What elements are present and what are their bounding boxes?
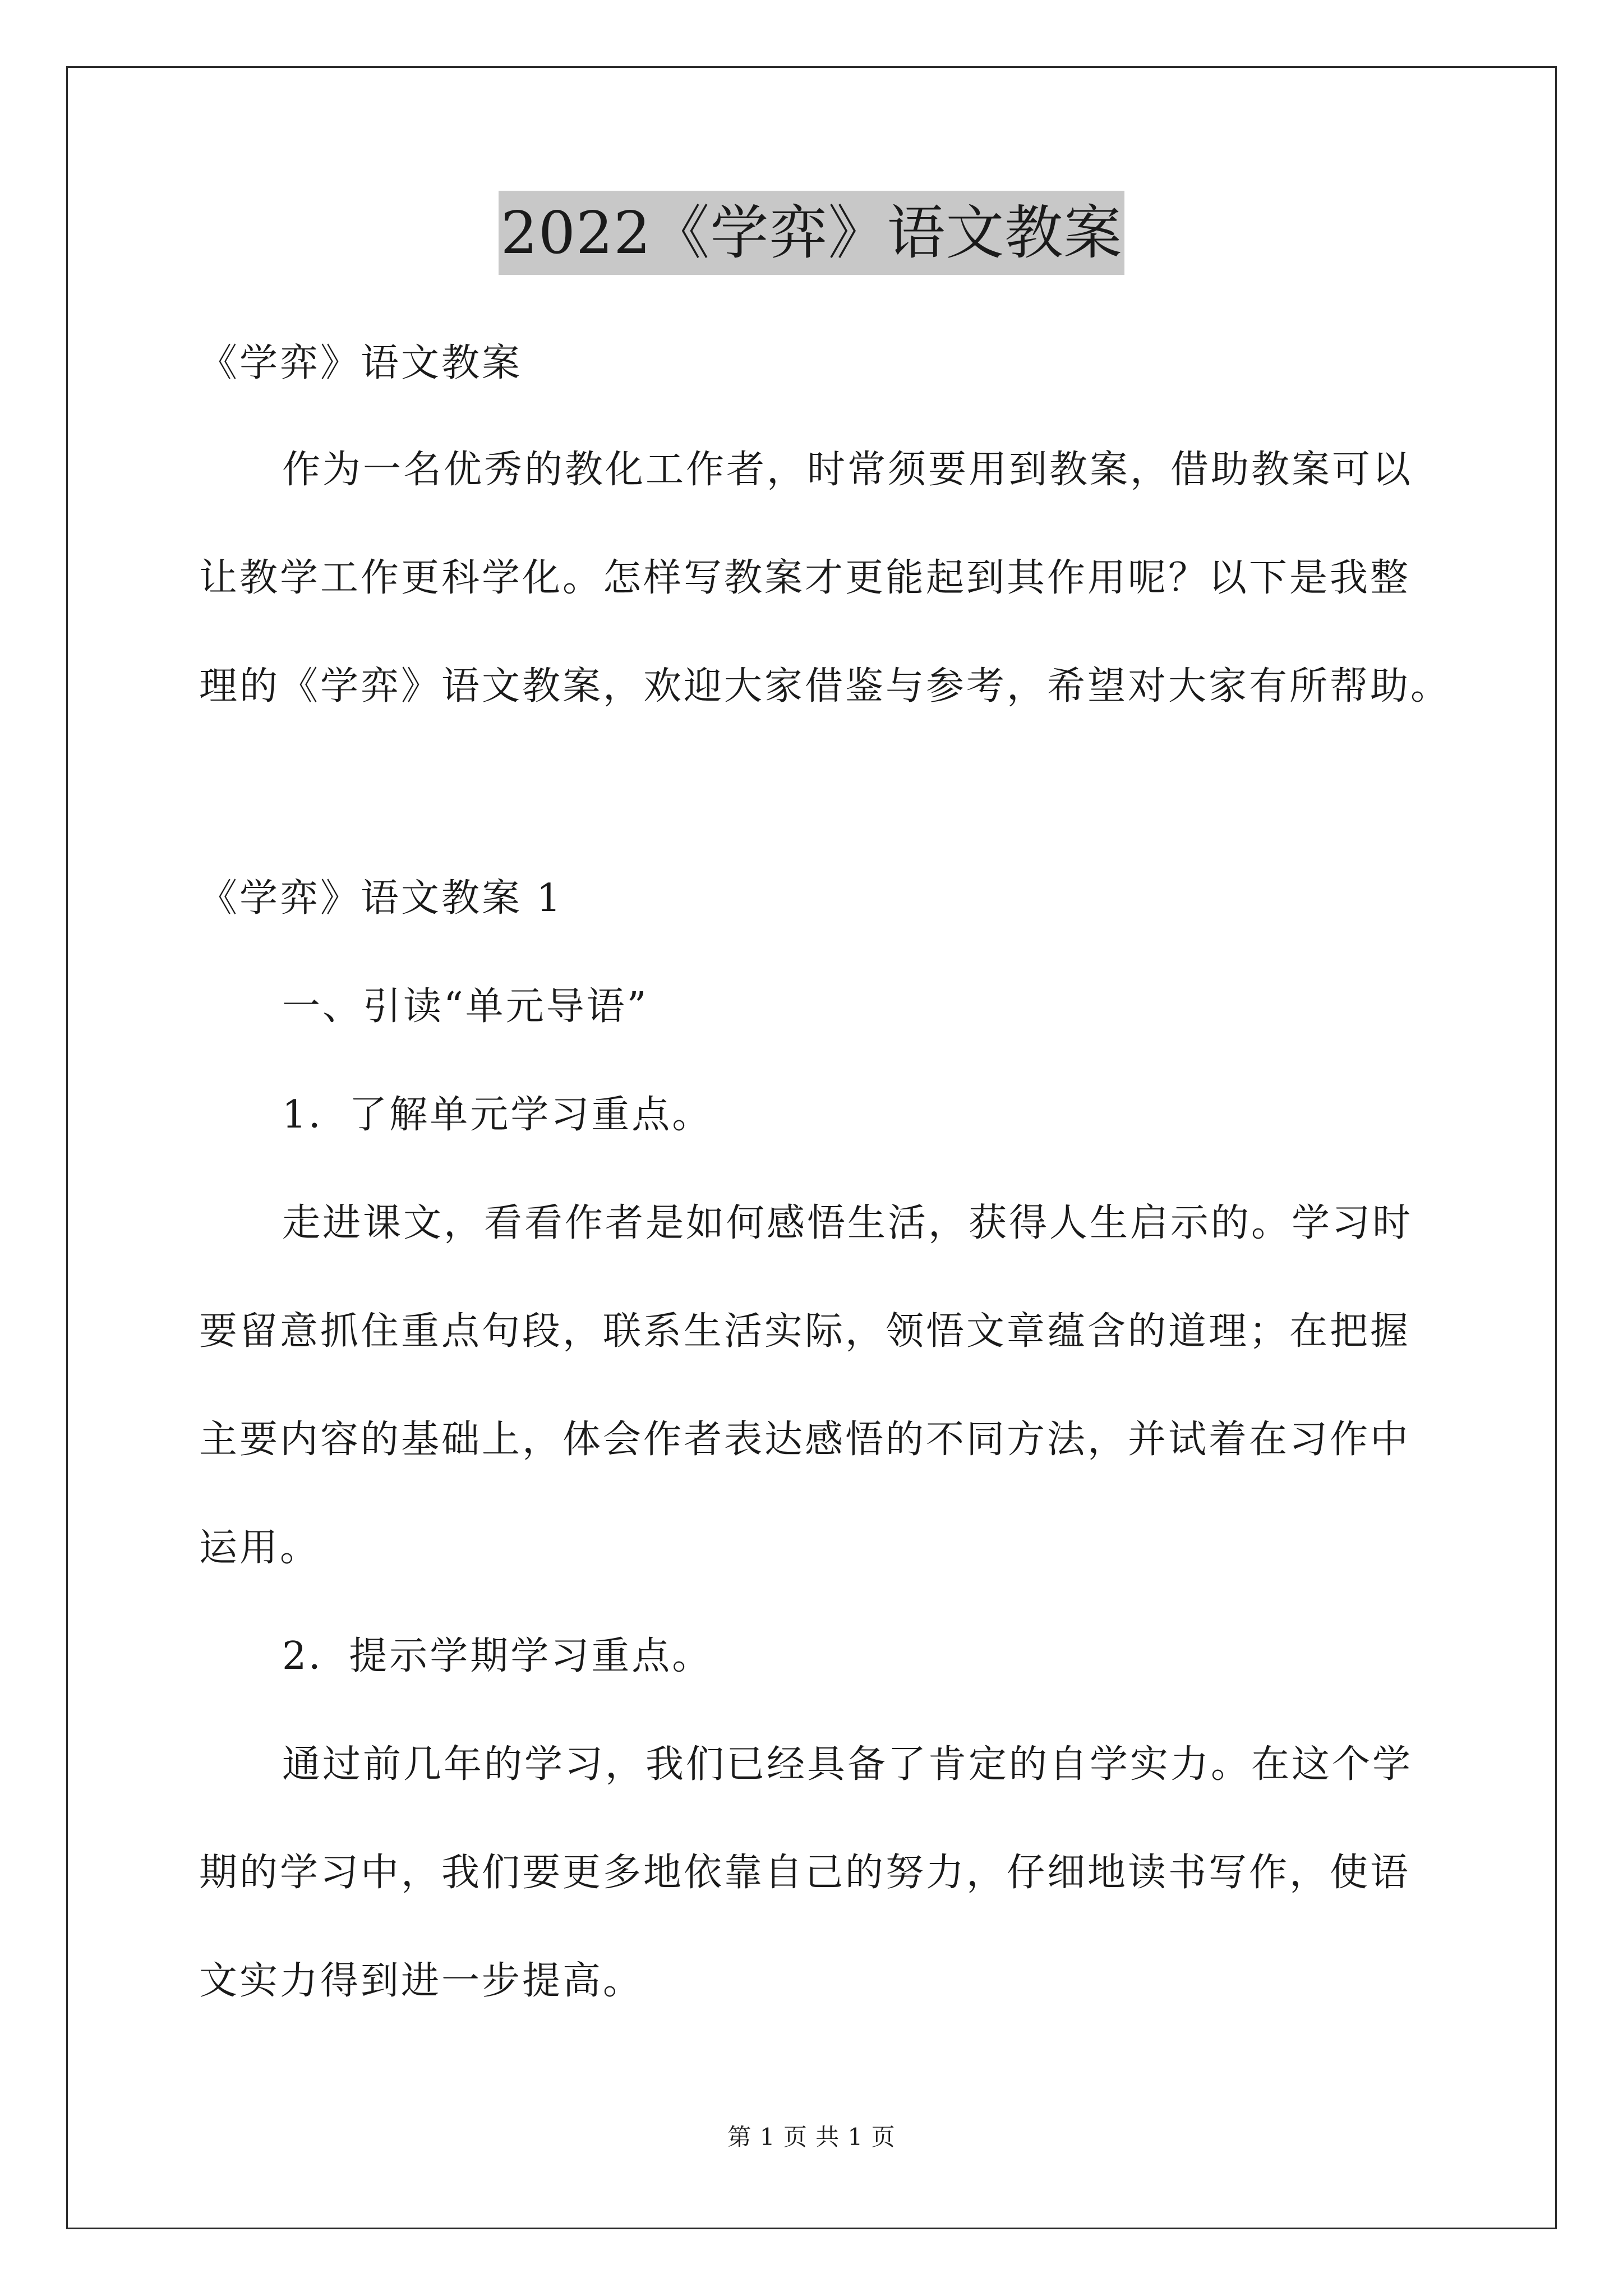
section-heading: 《学弈》语文教案 1 — [199, 876, 563, 921]
subtitle: 《学弈》语文教案 — [199, 341, 523, 385]
item2-line-2: 期的学习中，我们要更多地依靠自己的努力，仔细地读书写作，使语 — [199, 1851, 1411, 1895]
item1-heading: 1．了解单元学习重点。 — [282, 1093, 713, 1137]
intro-line-2: 让教学工作更科学化。怎样写教案才更能起到其作用呢？以下是我整 — [199, 556, 1411, 600]
item1-line-4: 运用。 — [199, 1526, 321, 1570]
intro-line-1: 作为一名优秀的教化工作者，时常须要用到教案，借助教案可以 — [282, 448, 1413, 492]
intro-line-3: 理的《学弈》语文教案，欢迎大家借鉴与参考，希望对大家有所帮助。 — [199, 664, 1451, 708]
page-border — [66, 66, 1557, 2229]
title-container — [0, 191, 1623, 275]
page-footer: 第 1 页 共 1 页 — [727, 2123, 896, 2151]
part-heading: 一、引读“单元导语” — [282, 984, 649, 1029]
document-title: 2022《学弈》语文教案 — [499, 191, 1125, 275]
item1-line-1: 走进课文，看看作者是如何感悟生活，获得人生启示的。学习时 — [282, 1201, 1413, 1245]
item1-line-2: 要留意抓住重点句段，联系生活实际，领悟文章蕴含的道理；在把握 — [199, 1309, 1411, 1354]
item2-heading: 2．提示学期学习重点。 — [282, 1634, 713, 1678]
item1-line-3: 主要内容的基础上，体会作者表达感悟的不同方法，并试着在习作中 — [199, 1418, 1411, 1462]
item2-line-3: 文实力得到进一步提高。 — [199, 1959, 644, 2003]
item2-line-1: 通过前几年的学习，我们已经具备了肯定的自学实力。在这个学 — [282, 1742, 1413, 1787]
